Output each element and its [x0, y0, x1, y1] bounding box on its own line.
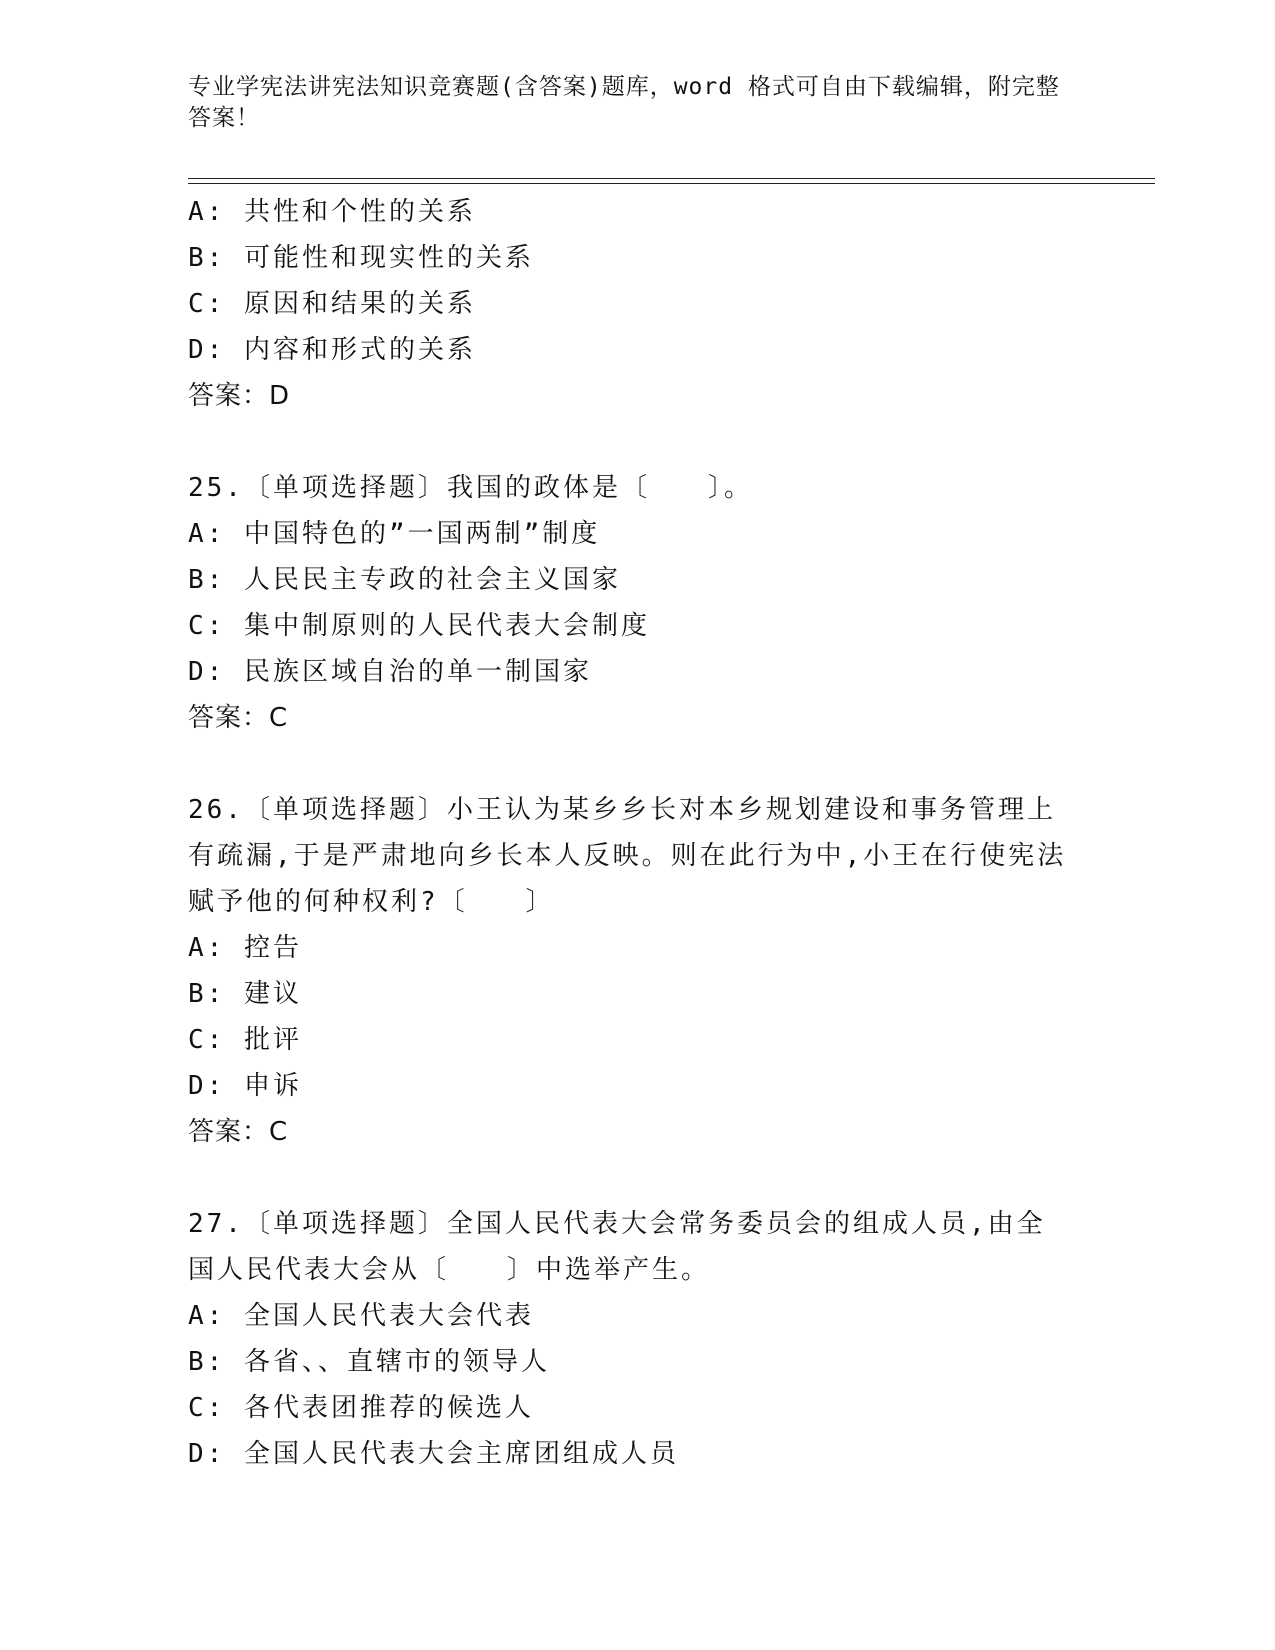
spacer: [188, 419, 1088, 465]
option-d: D: 民族区域自治的单一制国家: [188, 657, 592, 687]
option-b: B: 各省、、直辖市的领导人: [188, 1347, 550, 1377]
header-divider-bottom: [188, 183, 1155, 184]
option-d: D: 申诉: [188, 1071, 302, 1101]
question-27: [188, 1201, 1088, 1477]
question-26: [188, 787, 1088, 1155]
option-c: C: 原因和结果的关系: [188, 289, 476, 319]
question-text: 25.〔单项选择题〕我国的政体是〔 〕。: [188, 473, 753, 503]
option-a: A: 控告: [188, 933, 302, 963]
option-b: B: 建议: [188, 979, 302, 1009]
header-divider-top: [188, 178, 1155, 179]
spacer: [188, 741, 1088, 787]
option-d: D: 内容和形式的关系: [188, 335, 476, 365]
option-d: D: 全国人民代表大会主席团组成人员: [188, 1439, 679, 1469]
question-text: 26.〔单项选择题〕小王认为某乡乡长对本乡规划建设和事务管理上有疏漏,于是严肃地向乡长本人反映。则在此行为中,小王在行使宪法赋予他的何种权利?〔 〕: [188, 795, 1067, 917]
question-content: [188, 189, 1088, 1477]
option-c: C: 各代表团推荐的候选人: [188, 1393, 534, 1423]
option-a: A: 全国人民代表大会代表: [188, 1301, 534, 1331]
option-b: B: 可能性和现实性的关系: [188, 243, 534, 273]
question-text: 27.〔单项选择题〕全国人民代表大会常务委员会的组成人员,由全国人民代表大会从〔 〕中选举产生。: [188, 1209, 1046, 1285]
answer-text: 答案：C: [188, 703, 289, 733]
page-header: 专业学宪法讲宪法知识竞赛题(含答案)题库，word 格式可自由下载编辑，附完整答案！: [188, 74, 1060, 131]
option-a: A: 共性和个性的关系: [188, 197, 476, 227]
answer-text: 答案：C: [188, 1117, 289, 1147]
option-c: C: 集中制原则的人民代表大会制度: [188, 611, 650, 641]
prev-question: [188, 189, 1088, 419]
option-b: B: 人民民主专政的社会主义国家: [188, 565, 621, 595]
question-25: [188, 465, 1088, 741]
option-a: A: 中国特色的”一国两制”制度: [188, 519, 601, 549]
option-c: C: 批评: [188, 1025, 302, 1055]
spacer: [188, 1155, 1088, 1201]
answer-text: 答案：D: [188, 381, 291, 411]
